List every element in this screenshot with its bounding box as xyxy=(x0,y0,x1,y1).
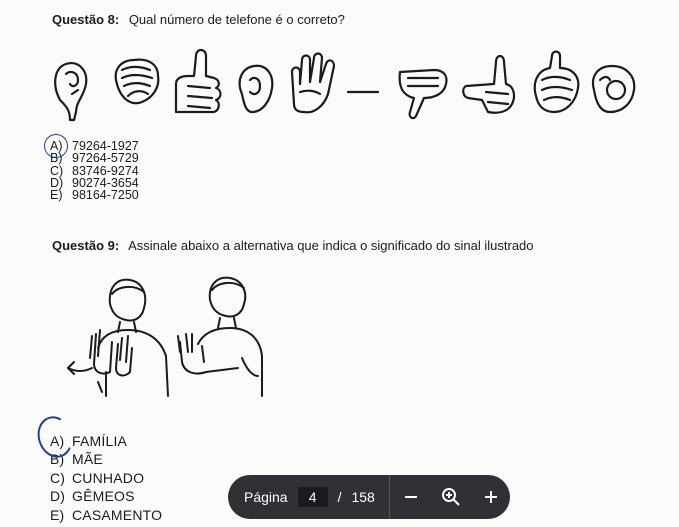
question-8-number: Questão 8: xyxy=(52,12,120,27)
page-number-input[interactable] xyxy=(298,487,328,507)
zoom-in-button[interactable] xyxy=(474,480,508,514)
handshape-9-icon xyxy=(593,66,634,112)
handshape-7-icon xyxy=(463,56,514,113)
q9-option-b[interactable]: B) MÃE xyxy=(50,451,103,468)
question-9-number: Questão 9: xyxy=(52,238,120,253)
total-pages: 158 xyxy=(351,489,375,505)
q8-option-a[interactable]: A) 79264-1927 xyxy=(50,139,139,153)
handshape-3-icon xyxy=(176,50,221,112)
question-8-text: Qual número de telefone é o correto? xyxy=(128,12,345,27)
handshape-1-icon xyxy=(55,63,86,120)
q9-option-c[interactable]: C) CUNHADO xyxy=(50,469,145,486)
handshape-6-icon xyxy=(400,70,447,118)
sign-illustration xyxy=(58,272,273,407)
zoom-out-button[interactable] xyxy=(394,480,428,514)
q9-option-a[interactable]: A) FAMÍLIA xyxy=(50,433,128,449)
question-9-options xyxy=(50,434,162,526)
plus-icon xyxy=(483,489,499,505)
q8-option-d[interactable]: D) 90274-3654 xyxy=(50,175,139,190)
handshape-2-icon xyxy=(116,60,159,104)
fit-zoom-button[interactable] xyxy=(434,480,468,514)
question-8-options xyxy=(50,140,139,201)
handshape-sequence-illustration xyxy=(48,40,648,125)
signer-figure-2 xyxy=(178,278,262,396)
question-8-heading xyxy=(52,12,345,27)
q8-option-c[interactable]: C) 83746-9274 xyxy=(50,163,139,178)
signer-figure-1 xyxy=(68,280,168,396)
zoom-magnifier-icon xyxy=(441,487,461,507)
q9-option-d[interactable]: D) GÊMEOS xyxy=(50,488,135,505)
q8-option-b[interactable]: B) 97264-5729 xyxy=(50,151,139,166)
handshape-8-icon xyxy=(535,52,579,113)
page-label: Página xyxy=(244,489,288,505)
question-9-text: Assinale abaixo a alternativa que indica o significado do sinal ilustrado xyxy=(128,238,534,253)
page-separator: / xyxy=(337,489,342,505)
toolbar-divider xyxy=(389,475,390,519)
pdf-viewer-toolbar xyxy=(228,475,510,519)
question-9-heading xyxy=(52,238,534,253)
minus-icon xyxy=(403,489,419,505)
handshape-4-icon xyxy=(240,66,273,112)
q8-option-e[interactable]: E) 98164-7250 xyxy=(50,188,139,203)
handshape-5-icon xyxy=(292,54,334,113)
q9-option-e[interactable]: E) CASAMENTO xyxy=(50,506,163,523)
